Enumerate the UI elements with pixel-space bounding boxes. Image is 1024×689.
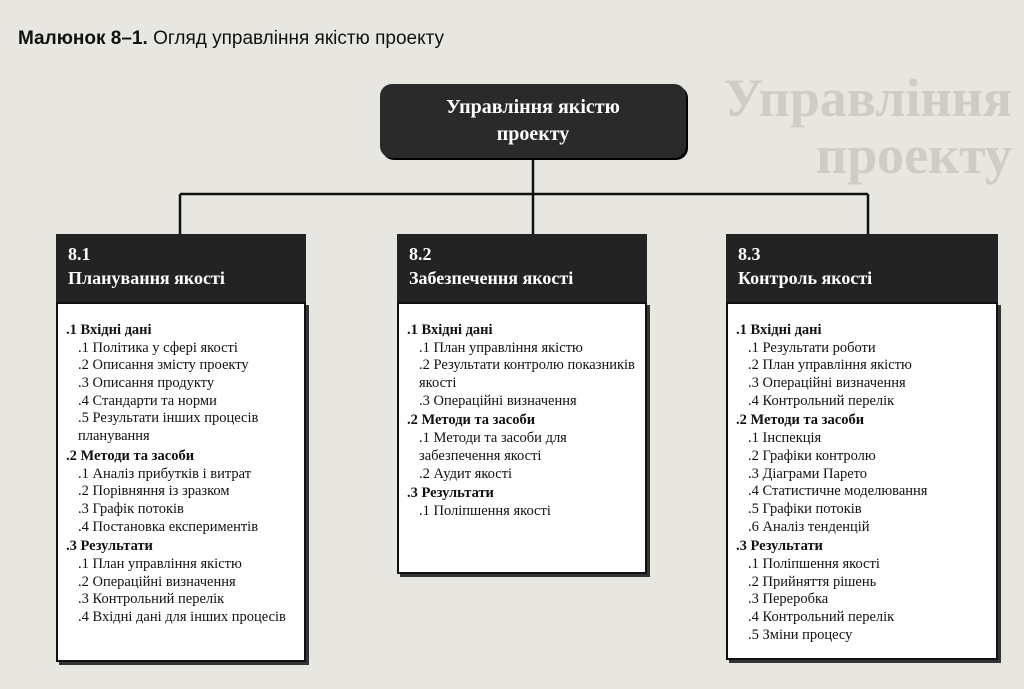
list-item: .1 Поліпшення якості	[419, 502, 551, 519]
column-header-control	[726, 234, 998, 302]
list-item: .3 Операційні визначення	[419, 392, 577, 409]
column-number: 8.3	[738, 244, 761, 264]
list-item: .5 Графіки потоків	[748, 500, 862, 517]
list-item: .2 Графіки контролю	[748, 447, 876, 464]
figure-caption-label: Малюнок 8–1.	[18, 28, 148, 49]
list-item: .2 Порівняння із зразком	[78, 483, 230, 500]
section-heading: .3 Результати	[407, 485, 494, 502]
list-item: .5 Результати інших процесів планування	[78, 410, 259, 445]
list-item: .3 Контрольний перелік	[78, 591, 225, 608]
list-item: .2 Прийняття рішень	[748, 573, 877, 590]
list-item: .4 Вхідні дані для інших процесів	[78, 609, 286, 625]
list-item: .4 Статистичне моделювання	[748, 483, 928, 500]
root-node	[380, 84, 686, 158]
list-item: .4 Контрольний перелік	[748, 609, 895, 625]
list-item: .1 Аналіз прибутків і витрат	[78, 465, 252, 482]
column-header-assurance	[397, 234, 647, 302]
list-item: .1 Інспекція	[748, 430, 822, 447]
column-title: Забезпечення якості	[409, 268, 574, 289]
section-heading: .3 Результати	[66, 538, 153, 555]
list-item: .3 Операційні визначення	[748, 375, 906, 392]
column-body-control	[726, 302, 998, 660]
list-item: .1 Результати роботи	[748, 339, 876, 356]
column-title: Планування якості	[68, 268, 225, 289]
list-item: .2 Аудит якості	[419, 465, 513, 482]
column-body-planning	[56, 302, 306, 662]
section-heading: .3 Результати	[736, 538, 823, 555]
column-number: 8.2	[409, 244, 432, 264]
section-heading: .1 Вхідні дані	[66, 322, 152, 338]
list-item: .1 План управління якістю	[78, 555, 242, 572]
column-number: 8.1	[68, 244, 91, 264]
section-heading: .1 Вхідні дані	[736, 322, 822, 338]
list-item: .3 Графік потоків	[78, 500, 184, 517]
figure-caption-text: Огляд управління якістю проекту	[153, 28, 445, 49]
list-item: .1 План управління якістю	[419, 339, 583, 356]
root-title: Управління якістю проекту	[446, 96, 620, 145]
list-item: .1 Поліпшення якості	[748, 555, 880, 572]
list-item: .3 Діаграми Парето	[748, 465, 868, 482]
section-heading: .2 Методи та засоби	[736, 412, 865, 429]
section-heading: .2 Методи та засоби	[407, 412, 536, 429]
section-heading: .2 Методи та засоби	[66, 447, 195, 464]
list-item: .2 Операційні визначення	[78, 573, 236, 590]
list-item: .4 Постановка експериментів	[78, 518, 259, 535]
section-heading: .1 Вхідні дані	[407, 322, 493, 338]
list-item: .2 Результати контролю показників якості	[419, 357, 635, 392]
list-item: .2 План управління якістю	[748, 357, 912, 374]
list-item: .6 Аналіз тенденцій	[748, 518, 870, 535]
list-item: .4 Стандарти та норми	[78, 392, 217, 409]
list-item: .3 Описання продукту	[78, 375, 215, 392]
list-item: .2 Описання змісту проекту	[78, 357, 249, 374]
list-item: .1 Політика у сфері якості	[78, 339, 238, 356]
column-title: Контроль якості	[738, 268, 873, 289]
background-bleed-heading: Управління проекту	[723, 68, 1012, 185]
column-body-assurance	[397, 302, 647, 574]
list-item: .3 Переробка	[748, 591, 829, 608]
list-item: .4 Контрольний перелік	[748, 392, 895, 409]
list-item: .1 Методи та засоби для забезпечення якості	[419, 430, 567, 464]
column-header-planning	[56, 234, 306, 302]
list-item: .5 Зміни процесу	[748, 626, 853, 643]
